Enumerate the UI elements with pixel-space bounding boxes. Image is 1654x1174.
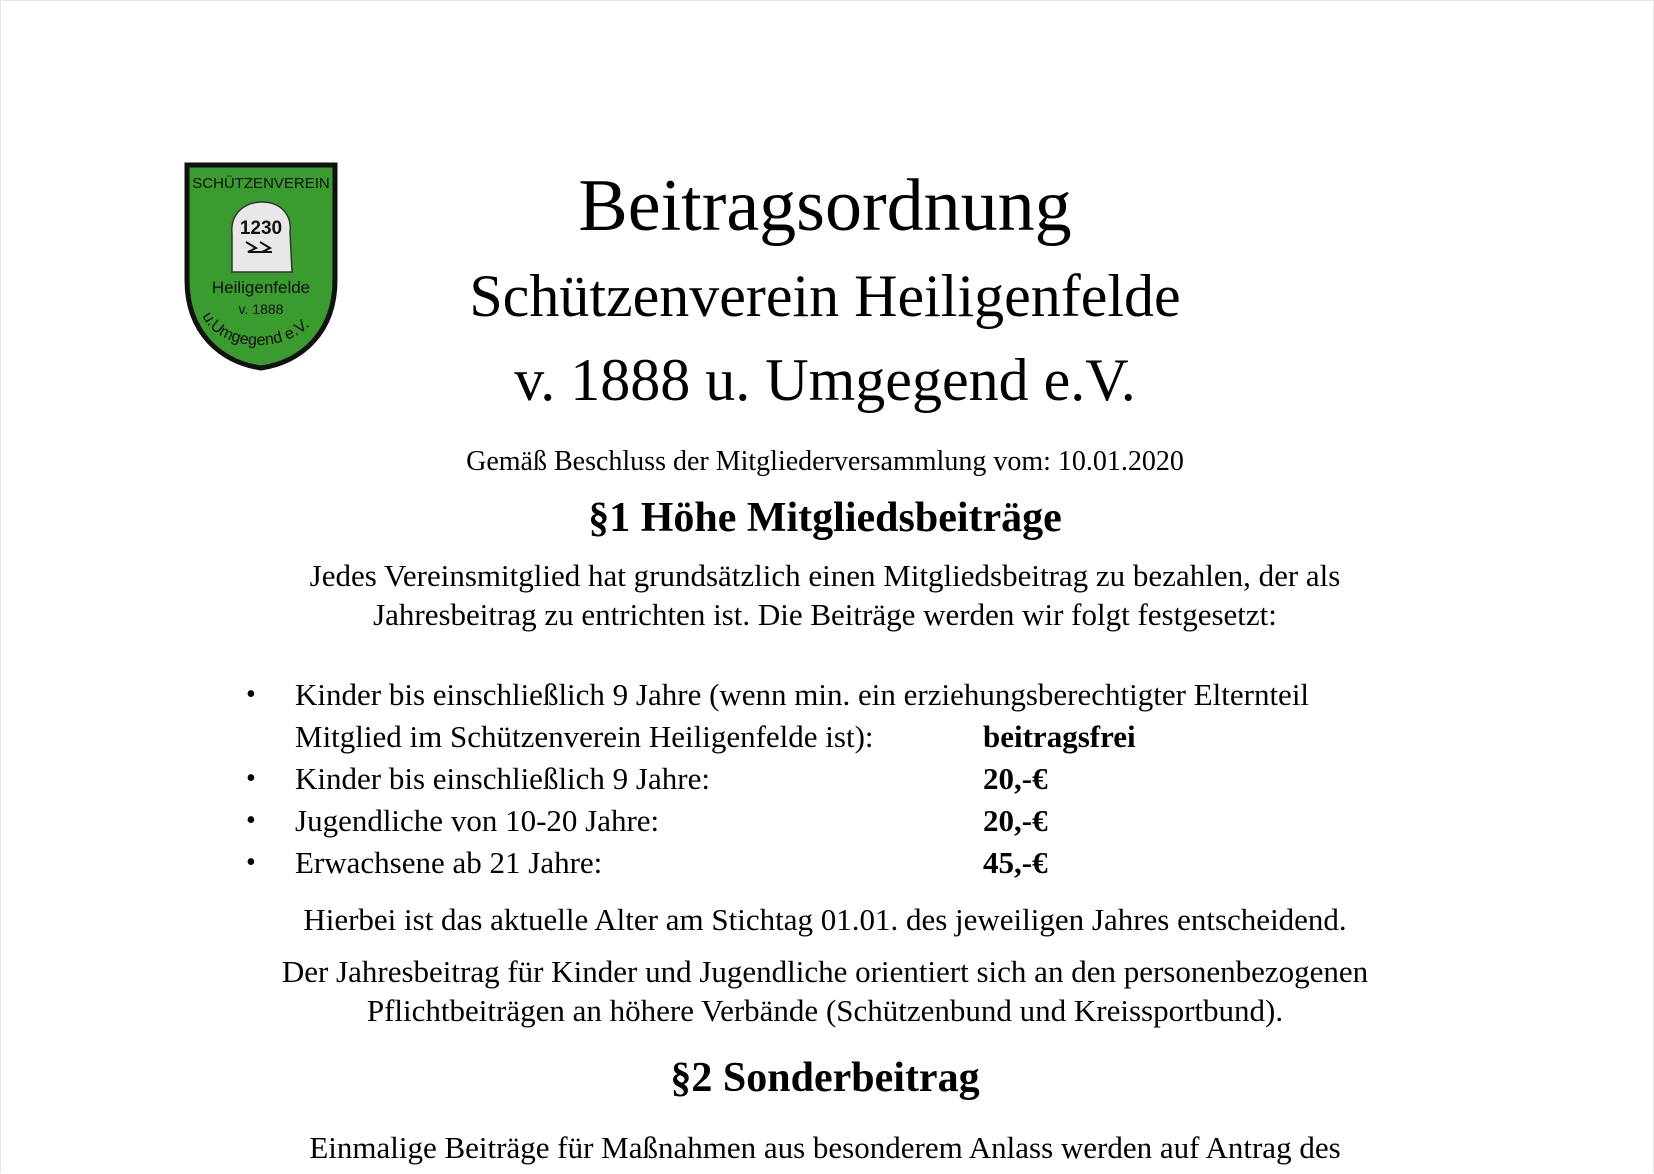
emblem-bottom-text: u.Umgegend e.V. [198,309,313,350]
emblem-founded-text: v. 1888 [238,301,284,317]
fee-item-children-free [240,674,1440,758]
emblem-stone-number: 1230 [239,218,283,239]
age-reference-note: Hierbei ist das aktuelle Alter am Stichtag 01.01. des jeweiligen Jahres entscheidend. [303,902,1347,937]
fee-item-youth [240,800,1440,842]
fee-label: Kinder bis einschließlich 9 Jahre: [295,761,710,796]
club-name-line: Schützenverein Heiligenfelde [469,263,1181,329]
club-suffix-line: v. 1888 u. Umgegend e.V. [514,347,1136,413]
fee-label-line-1: Kinder bis einschließlich 9 Jahre (wenn min. ein erziehungsberechtigter Elternteil [295,677,1310,712]
bullet-icon: • [246,847,256,878]
emblem-place-text: Heiligenfelde [211,278,311,297]
fee-amount: beitragsfrei [983,719,1136,754]
section-1-intro-line-1: Jedes Vereinsmitglied hat grundsätzlich einen Mitgliedsbeitrag zu bezahlen, der als [309,558,1341,593]
section-1-intro [200,556,1450,634]
fee-list [240,674,1440,884]
section-2-heading: §2 Sonderbeitrag [670,1055,980,1101]
resolution-date-line: Gemäß Beschluss der Mitgliederversammlung vom: 10.01.2020 [466,446,1184,477]
fee-amount: 45,-€ [983,845,1048,880]
fee-item-adults [240,842,1440,884]
fee-amount: 20,-€ [983,761,1048,796]
section-2-paragraph: Einmalige Beiträge für Maßnahmen aus besonderem Anlass werden auf Antrag des [309,1130,1341,1165]
fee-label: Erwachsene ab 21 Jahre: [295,845,603,880]
document-title-block [380,158,1270,422]
bullet-icon: • [246,679,256,710]
section-1-intro-line-2: Jahresbeitrag zu entrichten ist. Die Beiträge werden wir folgt festgesetzt: [373,597,1277,632]
youth-fee-note-line-2: Pflichtbeiträgen an höhere Verbände (Schützenbund und Kreissportbund). [366,993,1284,1028]
youth-fee-note-line-1: Der Jahresbeitrag für Kinder und Jugendliche orientiert sich an den personenbezogenen [281,954,1369,989]
fee-amount: 20,-€ [983,803,1048,838]
section-1-heading: §1 Höhe Mitgliedsbeiträge [588,495,1062,541]
bullet-icon: • [246,805,256,836]
club-emblem-logo [184,162,338,372]
document-title: Beitragsordnung [578,165,1072,247]
youth-fee-note [200,952,1450,1030]
fee-item-children [240,758,1440,800]
fee-label: Jugendliche von 10-20 Jahre: [295,803,660,838]
fee-label: Mitglied im Schützenverein Heiligenfelde ist): [295,719,874,754]
bullet-icon: • [246,763,256,794]
emblem-top-text: SCHÜTZENVEREIN [192,175,330,192]
